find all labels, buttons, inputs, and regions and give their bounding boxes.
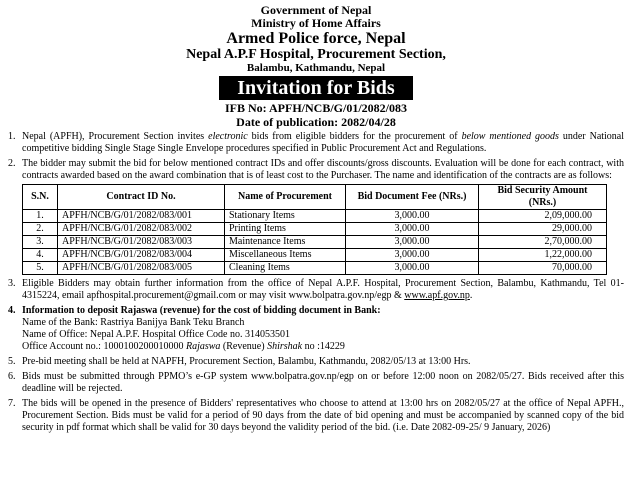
table-row: 2. APFH/NCB/G/01/2082/083/002 Printing Items 3,000.00 29,000.00 bbox=[23, 223, 607, 236]
bid-notice bbox=[8, 0, 624, 434]
paragraph-2: 2. The bidder may submit the bid for below mentioned contract IDs and offer discounts/gross discounts. Evaluation will be done for each contract, with contracts awarded based on the award combination that is of least cost to the Purchaser. The name and identification of the contracts are as follows: bbox=[8, 158, 624, 181]
paragraph-4 bbox=[8, 305, 624, 353]
notice-body bbox=[8, 131, 624, 434]
address-line: Balambu, Kathmandu, Nepal bbox=[246, 62, 386, 74]
header-document-fee: Bid Document Fee (NRs.) bbox=[346, 185, 479, 210]
header-procurement-name: Name of Procurement bbox=[225, 185, 346, 210]
hospital-line: Nepal A.P.F Hospital, Procurement Section, bbox=[186, 47, 446, 62]
table-row: 5. APFH/NCB/G/01/2082/083/005 Cleaning Items 3,000.00 70,000.00 bbox=[23, 262, 607, 275]
organization-line: Armed Police force, Nepal bbox=[226, 30, 406, 47]
contracts-table bbox=[22, 184, 607, 275]
table-row: 3. APFH/NCB/G/01/2082/083/003 Maintenance Items 3,000.00 2,70,000.00 bbox=[23, 236, 607, 249]
paragraph-number: 2. bbox=[8, 158, 16, 169]
office-name: Name of Office: Nepal A.P.F. Hospital Office Code no. 314053501 bbox=[22, 329, 290, 340]
table-row: 1. APFH/NCB/G/01/2082/083/001 Stationary Items 3,000.00 2,09,000.00 bbox=[23, 210, 607, 223]
paragraph-7: 7. The bids will be opened in the presence of Bidders' representatives who choose to attend at 13:00 hrs on 2082/05/27 at the office of Nepal APFH., Procurement Section. Bids must be valid for a period of 90 days from the date of bid opening and must be accompanied by scanned copy of the bid security in pdf format which shall be valid for 30 days beyond the validity period of the bid. (i.e. Date 2082-09-25/ 9 January, 2026) bbox=[8, 398, 624, 433]
paragraph-6: 6. Bids must be submitted through PPMO’s e-GP system www.bolpatra.gov.np/egp on or before 12:00 noon on 2082/05/27. Bids received after this deadline will be rejected. bbox=[8, 371, 624, 394]
table-header-row bbox=[23, 185, 607, 210]
paragraph-5: 5. Pre-bid meeting shall be held at NAPFH, Procurement Section, Balambu, Kathmandu, 2082/05/13 at 13:00 Hrs. bbox=[8, 356, 471, 367]
paragraph-number: 1. bbox=[8, 131, 16, 142]
header-contract-id: Contract ID No. bbox=[58, 185, 225, 210]
title-banner: Invitation for Bids bbox=[219, 76, 413, 100]
ministry-line: Ministry of Home Affairs bbox=[251, 16, 381, 30]
govt-line: Government of Nepal bbox=[260, 3, 372, 17]
paragraph-number: 7. bbox=[8, 398, 16, 409]
paragraph-number: 5. bbox=[8, 356, 16, 367]
bank-name: Name of the Bank: Rastriya Banijya Bank Teku Branch bbox=[22, 317, 245, 328]
paragraph-1: 1. Nepal (APFH), Procurement Section invites electronic bids from eligible bidders for the procurement of below mentioned goods under National competitive bidding Single Stage Single Envelope procedures specified in Public Procurement Act and Regulations. bbox=[8, 131, 625, 154]
rajaswa-title: Information to deposit Rajaswa (revenue) for the cost of bidding document in Bank: bbox=[22, 305, 381, 316]
table-row: 4. APFH/NCB/G/01/2082/083/004 Miscellaneous Items 3,000.00 1,22,000.00 bbox=[23, 249, 607, 262]
publication-date: Date of publication: 2082/04/28 bbox=[236, 115, 396, 129]
ifb-number: IFB No: APFH/NCB/G/01/2082/083 bbox=[224, 101, 407, 115]
header-security-amount: Bid Security Amount (NRs.) bbox=[479, 185, 607, 210]
paragraph-number: 3. bbox=[8, 278, 16, 289]
header-sn: S.N. bbox=[23, 185, 58, 210]
paragraph-number: 6. bbox=[8, 371, 16, 382]
paragraph-number: 4. bbox=[8, 305, 16, 316]
apf-website-link[interactable]: www.apf.gov.np bbox=[404, 290, 470, 301]
account-number: Office Account no.: 1000100200010000 Rajaswa (Revenue) Shirshak no :14229 bbox=[22, 341, 345, 352]
paragraph-3: 3. Eligible Bidders may obtain further information from the office of Nepal A.P.F. Hospital, Procurement Section, Balambu, Kathmandu, Tel 01-4315224, email apfhospital.procurement@gmail.com or may visit www.bolpatra.gov.np/egp & www.apf.gov.np. bbox=[8, 278, 624, 301]
notice-header bbox=[8, 4, 624, 128]
